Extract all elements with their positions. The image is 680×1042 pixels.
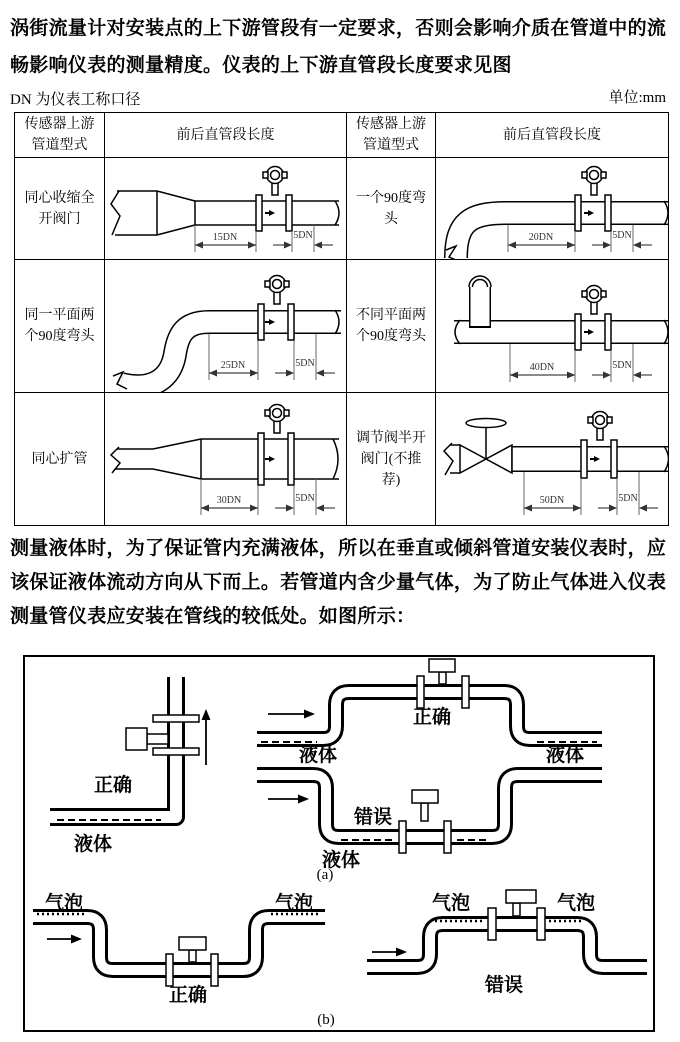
correct-label: 正确	[93, 775, 133, 796]
row1-right-type: 一个90度弯头	[347, 158, 436, 260]
downstream-dim-label: 5DN	[612, 360, 632, 371]
header-straight-length-2: 前后直管段长度	[436, 113, 669, 158]
diagram-concentric-reducer	[105, 158, 346, 259]
upstream-dim-label: 15DN	[212, 232, 238, 243]
dip-wrong-diagram	[257, 775, 602, 871]
figure-a-tag: (a)	[316, 867, 334, 883]
pipe-body	[115, 439, 339, 479]
flowmeter-icon	[256, 167, 292, 232]
bubble-label: 气泡	[44, 893, 84, 914]
row3-left-diagram-cell	[105, 393, 347, 526]
row3-left-type: 同心扩管	[15, 393, 105, 526]
row2-left-type: 同一平面两个90度弯头	[15, 260, 105, 393]
bubble-label: 气泡	[431, 893, 471, 914]
flowmeter-icon	[417, 659, 469, 708]
row3-right-type: 调节阀半开阀门(不推荐)	[347, 393, 436, 526]
liquid-label: 液体	[298, 745, 338, 766]
row2-right-diagram-cell	[436, 260, 669, 393]
highpoint-wrong-diagram	[367, 890, 647, 996]
liquid-label: 液体	[321, 850, 361, 871]
row3-right-diagram-cell	[436, 393, 669, 526]
row2-right-type: 不同平面两个90度弯头	[347, 260, 436, 393]
dimension-lines	[524, 472, 658, 515]
diagram-concentric-expander	[105, 393, 346, 525]
row1-left-type: 同心收缩全开阀门	[15, 158, 105, 260]
upstream-dim-label: 50DN	[539, 495, 565, 506]
header-upstream-type-1: 传感器上游管道型式	[15, 113, 105, 158]
bridge-correct-diagram	[257, 659, 602, 766]
pipe-body	[115, 191, 339, 235]
unit-note: 单位:mm	[608, 90, 666, 106]
intro-paragraph: 涡街流量计对安装点的上下游管段有一定要求，否则会影响介质在管道中的流畅影响仪表的测量精度。仪表的上下游直管段长度要求见图	[10, 18, 667, 76]
diagram-half-open-valve	[436, 393, 668, 525]
straight-pipe-requirements-table	[14, 112, 669, 526]
liquid-label: 液体	[73, 834, 113, 855]
lowpoint-correct-diagram	[33, 891, 325, 1006]
wrong-label: 错误	[484, 975, 524, 996]
dimension-lines	[195, 225, 333, 252]
correct-label: 正确	[412, 707, 452, 728]
dimension-lines	[201, 479, 335, 515]
upstream-dim-label: 30DN	[216, 495, 242, 506]
bubble-label: 气泡	[274, 893, 314, 914]
bubble-label: 气泡	[556, 893, 596, 914]
downstream-dim-label: 5DN	[295, 493, 315, 504]
table-row	[15, 158, 669, 260]
dn-note: DN 为仪表工称口径	[10, 92, 141, 108]
figure-b-tag: (b)	[317, 1012, 335, 1028]
upstream-dim-label: 20DN	[528, 232, 554, 243]
pipe-break-icon	[444, 443, 453, 475]
dimension-lines	[209, 334, 335, 380]
liquid-label: 液体	[545, 745, 585, 766]
diagram-two-elbows-diff-plane	[436, 260, 668, 392]
wrong-label: 错误	[353, 807, 393, 828]
flowmeter-icon	[166, 937, 218, 986]
downstream-dim-label: 5DN	[295, 358, 315, 369]
installation-figure-drawing	[25, 657, 653, 1030]
downstream-dim-label: 5DN	[618, 493, 638, 504]
vertical-install-diagram	[50, 677, 211, 855]
upstream-dim-label: 25DN	[220, 360, 246, 371]
downstream-dim-label: 5DN	[612, 230, 632, 241]
installation-figure	[23, 655, 655, 1032]
middle-paragraph: 测量液体时，为了保证管内充满液体，所以在垂直或倾斜管道安装仪表时，应该保证液体流动方向从下而上。若管道内含少量气体，为了防止气体进入仪表测量管仪表应安装在管线的较低处。如图所示：	[10, 538, 667, 627]
downstream-dim-label: 5DN	[293, 230, 313, 241]
flowmeter-icon	[126, 715, 199, 755]
table-row	[15, 393, 669, 526]
table-header-row	[15, 113, 669, 158]
header-upstream-type-2: 传感器上游管道型式	[347, 113, 436, 158]
pipe-break-icon	[111, 191, 120, 235]
valve-icon	[460, 419, 512, 474]
diagram-single-90-elbow	[436, 158, 668, 259]
header-straight-length-1: 前后直管段长度	[105, 113, 347, 158]
table-row	[15, 260, 669, 393]
row1-left-diagram-cell	[105, 158, 347, 260]
diagram-two-elbows-same-plane	[105, 260, 346, 392]
flowmeter-icon	[258, 405, 294, 486]
upstream-dim-label: 40DN	[529, 362, 555, 373]
flowmeter-icon	[488, 890, 545, 940]
correct-label: 正确	[168, 985, 208, 1006]
row1-right-diagram-cell	[436, 158, 669, 260]
row2-left-diagram-cell	[105, 260, 347, 393]
